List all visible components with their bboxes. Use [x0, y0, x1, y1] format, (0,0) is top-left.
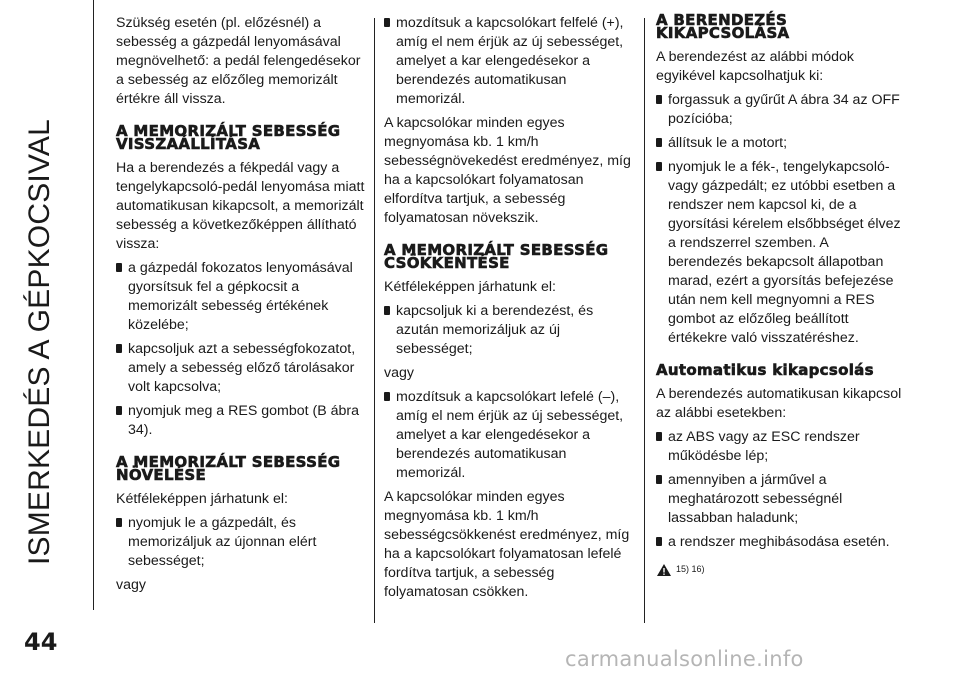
- list-item: mozdítsuk a kapcsolókart lefelé (–), amíg el nem érjük az új sebességet, amelyet a kar elengedésekor a berendezés automatikusan memorizál.: [384, 388, 634, 483]
- bullet-icon: [656, 158, 668, 348]
- watermark: carmanualsonline.info: [565, 647, 804, 671]
- list-item: állítsuk le a motort;: [656, 134, 906, 153]
- list-item: nyomjuk le a gázpedált, és memorizáljuk az újonnan elért sebességet;: [116, 514, 366, 571]
- list-item: kapcsoljuk ki a berendezést, és azután memorizáljuk az új sebességet;: [384, 302, 634, 359]
- list-item: nyomjuk meg a RES gombot (B ábra 34).: [116, 402, 366, 440]
- page-number: 44: [24, 628, 58, 656]
- heading-switch-off: A BERENDEZÉS KIKAPCSOLÁSA: [656, 11, 790, 42]
- paragraph: vagy: [384, 365, 414, 381]
- bullet-icon: [116, 402, 128, 440]
- bullet-icon: [656, 471, 668, 528]
- bullet-icon: [656, 134, 668, 153]
- column-divider: [374, 18, 375, 623]
- list-item: a rendszer meghibásodása esetén.: [656, 533, 906, 552]
- heading-increase-speed: A MEMORIZÁLT SEBESSÉG NÖVELÉSE: [116, 453, 341, 484]
- bullet-icon: [116, 514, 128, 571]
- bullet-icon: [384, 388, 396, 483]
- bullet-icon: [656, 533, 668, 552]
- bullet-icon: [656, 428, 668, 466]
- bullet-icon: [384, 14, 396, 109]
- paragraph: A berendezést az alábbi módok egyikével kapcsolhatjuk ki:: [656, 49, 854, 84]
- list-item: amennyiben a járművel a meghatározott sebességnél lassabban haladunk;: [656, 471, 906, 528]
- paragraph: A kapcsolókar minden egyes megnyomása kb. 1 km/h sebességcsökkenést eredményez, míg ha a kapcsolókart folyamatosan lefelé fordítva tartjuk, a sebesség folyamatosan csökken.: [384, 489, 630, 600]
- chapter-title: ISMERKEDÉS A GÉPKOCSIVAL: [23, 118, 56, 566]
- paragraph: A kapcsolókar minden egyes megnyomása kb. 1 km/h sebességnövekedést eredményez, míg ha a kapcsolókart folyamatosan elfordítva tartjuk, a sebesség folyamatosan növekszik.: [384, 115, 631, 226]
- list-item: kapcsoljuk azt a sebességfokozatot, amely a sebesség előző tárolásakor volt kapcsolva;: [116, 340, 366, 397]
- paragraph: Kétféleképpen járhatunk el:: [116, 491, 288, 507]
- paragraph: A berendezés automatikusan kikapcsol az alábbi esetekben:: [656, 386, 902, 421]
- list-item: nyomjuk le a fék-, tengelykapcsoló- vagy gázpedált; ez utóbbi esetben a rendszer nem kapcsol ki, de a gyorsítási kérelem elsőbbséget élvez a rendszerrel szemben. A berendezés bekapcsolt állapotban marad, ezért a gyorsítás befejezése után nem kell megnyomni a RES gombot az előzőleg beállított értékekre való visszatéréshez.: [656, 158, 906, 348]
- column-3: [656, 11, 906, 579]
- heading-decrease-speed: A MEMORIZÁLT SEBESSÉG CSÖKKENTÉSE: [384, 241, 609, 272]
- warning-triangle-icon: [656, 563, 672, 577]
- bullet-icon: [384, 302, 396, 359]
- warning-reference: [656, 560, 906, 579]
- chapter-rule: [93, 0, 94, 610]
- bullet-icon: [116, 259, 128, 335]
- list-item: forgassuk a gyűrűt A ábra 34 az OFF pozícióba;: [656, 91, 906, 129]
- column-1: [116, 14, 366, 600]
- paragraph: vagy: [116, 577, 146, 593]
- list-item: mozdítsuk a kapcsolókart felfelé (+), amíg el nem érjük az új sebességet, amelyet a kar elengedésekor a berendezés automatikusan memorizál.: [384, 14, 634, 109]
- warning-reference-text: 15) 16): [676, 564, 705, 574]
- bullet-icon: [116, 340, 128, 397]
- column-2: [384, 14, 634, 607]
- list-item: a gázpedál fokozatos lenyomásával gyorsítsuk fel a gépkocsit a memorizált sebesség értékének közelébe;: [116, 259, 366, 335]
- heading-restore-speed: A MEMORIZÁLT SEBESSÉG VISSZAÁLLÍTÁSA: [116, 122, 341, 153]
- intro-paragraph: Szükség esetén (pl. előzésnél) a sebesség a gázpedál lenyomásával megnövelhető: a pedál felengedésekor a sebesség az előzőleg memorizált értékre áll vissza.: [116, 15, 361, 107]
- paragraph: Ha a berendezés a fékpedál vagy a tengelykapcsoló-pedál lenyomása miatt automatikusan kikapcsolt, a memorizált sebesség a következőképpen állítható vissza:: [116, 160, 365, 252]
- column-divider: [644, 18, 645, 623]
- bullet-icon: [656, 91, 668, 129]
- paragraph: Kétféleképpen járhatunk el:: [384, 279, 556, 295]
- list-item: az ABS vagy az ESC rendszer működésbe lép;: [656, 428, 906, 466]
- heading-automatic-off: Automatikus kikapcsolás: [656, 361, 874, 379]
